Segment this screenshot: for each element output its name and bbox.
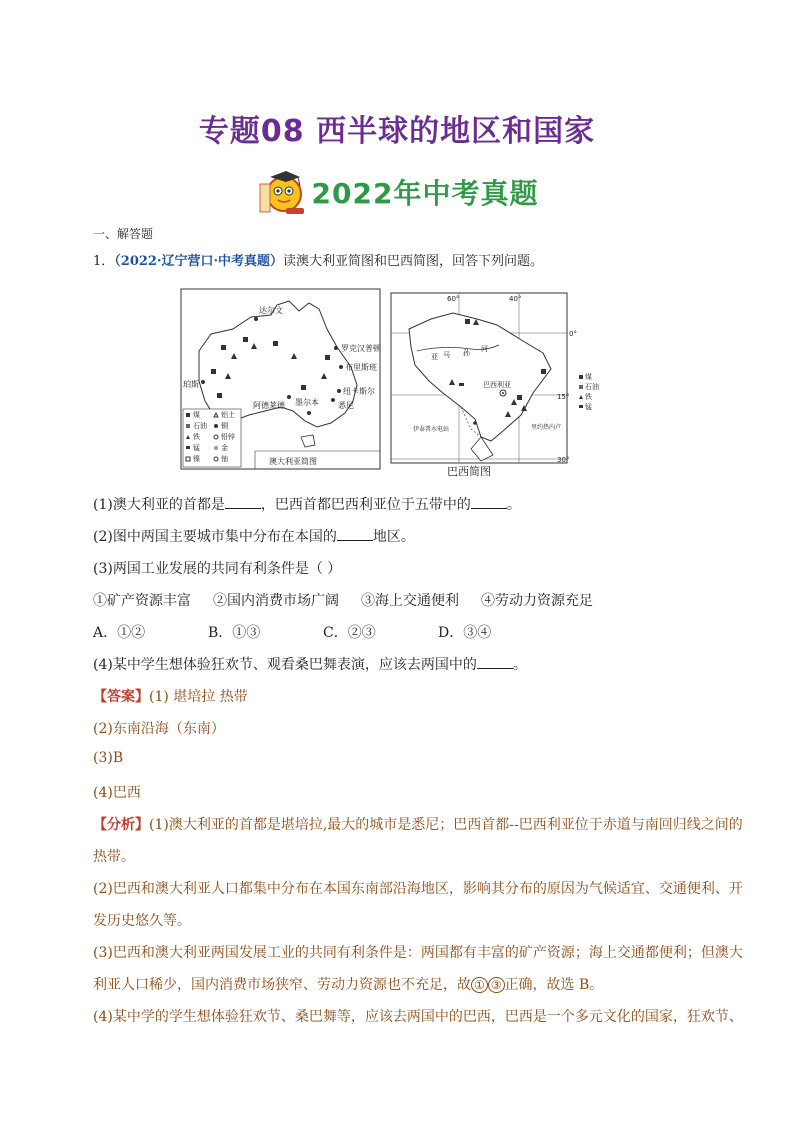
svg-text:铁: 铁 xyxy=(193,433,200,441)
question-prompt: 读澳大利亚简图和巴西简图，回答下列问题。 xyxy=(283,254,544,269)
analysis-line-2: 热带。 xyxy=(93,849,135,865)
sub-question-2: (2)图中两国主要城市集中分布在本国的 地区。 xyxy=(93,529,415,545)
analysis-line-7: (4)某中学的学生想体验狂欢节、桑巴舞等，应该去两国中的巴西，巴西是一个多元文化的国家，狂欢节、 xyxy=(93,1009,743,1025)
svg-text:金: 金 xyxy=(221,444,228,452)
analysis-line-3: (2)巴西和澳大利亚人口都集中分布在本国东南部沿海地区，影响其分布的原因为气候适宜、交通便利、开 xyxy=(93,881,743,897)
australia-map-caption: 澳大利亚简图 xyxy=(269,457,317,466)
svg-text:锰: 锰 xyxy=(585,403,592,411)
answer-line-2: (2)东南沿海（东南） xyxy=(93,721,225,737)
brazil-legend xyxy=(579,372,599,411)
choice-a[interactable]: A．①② xyxy=(93,625,146,641)
place-adelaide: 阿德莱德 xyxy=(253,401,285,410)
svg-text:铜: 铜 xyxy=(221,422,228,430)
svg-text:煤: 煤 xyxy=(585,373,592,381)
lat-0: 0° xyxy=(569,330,577,338)
lon-40: 40° xyxy=(509,295,522,303)
place-rockhampton: 罗克汉普顿 xyxy=(341,344,381,353)
answer-line-1: 【答案】(1) 堪培拉 热带 xyxy=(93,689,248,705)
australia-map xyxy=(181,289,382,469)
choice-d[interactable]: D．③④ xyxy=(438,625,492,641)
question-number: 1． xyxy=(93,254,115,269)
brazil-map-caption: 巴西简图 xyxy=(447,465,491,478)
analysis-line-6: 利亚人口稀少，国内消费市场狭窄、劳动力资源也不充足，故 ① ③ 正确，故选 B。 xyxy=(93,977,604,993)
place-itaipu: 伊泰普水电站 xyxy=(413,426,450,433)
subtitle-row xyxy=(0,168,794,216)
page-subtitle: 2022年中考真题 xyxy=(311,177,539,210)
blank-field[interactable] xyxy=(225,496,261,509)
page-title: 专题08 西半球的地区和国家 xyxy=(198,114,596,149)
svg-text:孙: 孙 xyxy=(463,349,470,357)
svg-text:河: 河 xyxy=(481,345,488,353)
sub-question-3: (3)两国工业发展的共同有利条件是（ ） xyxy=(93,561,342,577)
lon-60: 60° xyxy=(447,295,460,303)
sub-question-1: (1)澳大利亚的首都是 ，巴西首都巴西利亚位于五带中的 。 xyxy=(93,497,521,513)
place-sydney: 悉尼 xyxy=(338,401,354,410)
blank-field[interactable] xyxy=(471,496,507,509)
svg-text:煤: 煤 xyxy=(193,411,200,419)
svg-text:镍: 镍 xyxy=(193,455,200,463)
analysis-line-5: (3)巴西和澳大利亚两国发展工业的共同有利条件是：两国都有丰富的矿产资源；海上交通都便利；但澳大 xyxy=(93,945,743,961)
answer-line-3: (3)B xyxy=(93,750,124,766)
blank-field[interactable] xyxy=(337,528,373,541)
place-brasilia: 巴西利亚 xyxy=(483,381,511,389)
sub-question-4: (4)某中学生想体验狂欢节、观看桑巴舞表演，应该去两国中的 。 xyxy=(93,657,527,673)
place-melbourne: 墨尔本 xyxy=(295,398,319,407)
svg-text:石油: 石油 xyxy=(193,422,207,430)
svg-text:铁: 铁 xyxy=(585,393,592,401)
analysis-label: 【分析】 xyxy=(93,817,149,833)
lat-15: 15° xyxy=(557,393,570,401)
maps-figure xyxy=(181,289,599,479)
svg-text:锰: 锰 xyxy=(193,444,200,452)
analysis-line-4: 发历史悠久等。 xyxy=(93,913,191,929)
answer-label: 【答案】 xyxy=(93,689,149,705)
brazil-map xyxy=(391,293,599,478)
svg-text:马: 马 xyxy=(443,351,450,359)
question-source: （2022·辽宁营口·中考真题） xyxy=(114,254,284,269)
lat-30: 30° xyxy=(557,456,570,464)
svg-text:铀: 铀 xyxy=(221,455,228,463)
place-rio: 里约热内卢 xyxy=(531,424,562,431)
section-heading: 一、解答题 xyxy=(93,227,154,241)
place-brisbane: 布里斯班 xyxy=(345,363,377,372)
choices-list xyxy=(93,622,553,642)
answer-line-4: (4)巴西 xyxy=(93,785,141,801)
place-perth: 珀斯 xyxy=(183,380,199,389)
blank-field[interactable] xyxy=(477,656,513,669)
conditions-list: ①矿产资源丰富 ②国内消费市场广阔 ③海上交通便利 ④劳动力资源充足 xyxy=(93,593,593,609)
choice-c[interactable]: C．②③ xyxy=(323,625,376,641)
svg-text:铅锌: 铅锌 xyxy=(221,433,235,441)
question-intro xyxy=(93,250,543,269)
choice-b[interactable]: B．①③ xyxy=(208,625,261,641)
svg-text:石油: 石油 xyxy=(585,383,599,391)
analysis-line-1: 【分析】(1)澳大利亚的首都是堪培拉,最大的城市是悉尼；巴西首都--巴西利亚位于赤道与南回归线之间的 xyxy=(93,817,743,833)
svg-text:亚: 亚 xyxy=(431,353,438,361)
place-darwin: 达尔文 xyxy=(259,306,283,315)
place-newcastle: 纽卡斯尔 xyxy=(343,387,375,396)
svg-text:铝土: 铝土 xyxy=(221,411,235,419)
mascot-logo-icon xyxy=(256,168,308,216)
